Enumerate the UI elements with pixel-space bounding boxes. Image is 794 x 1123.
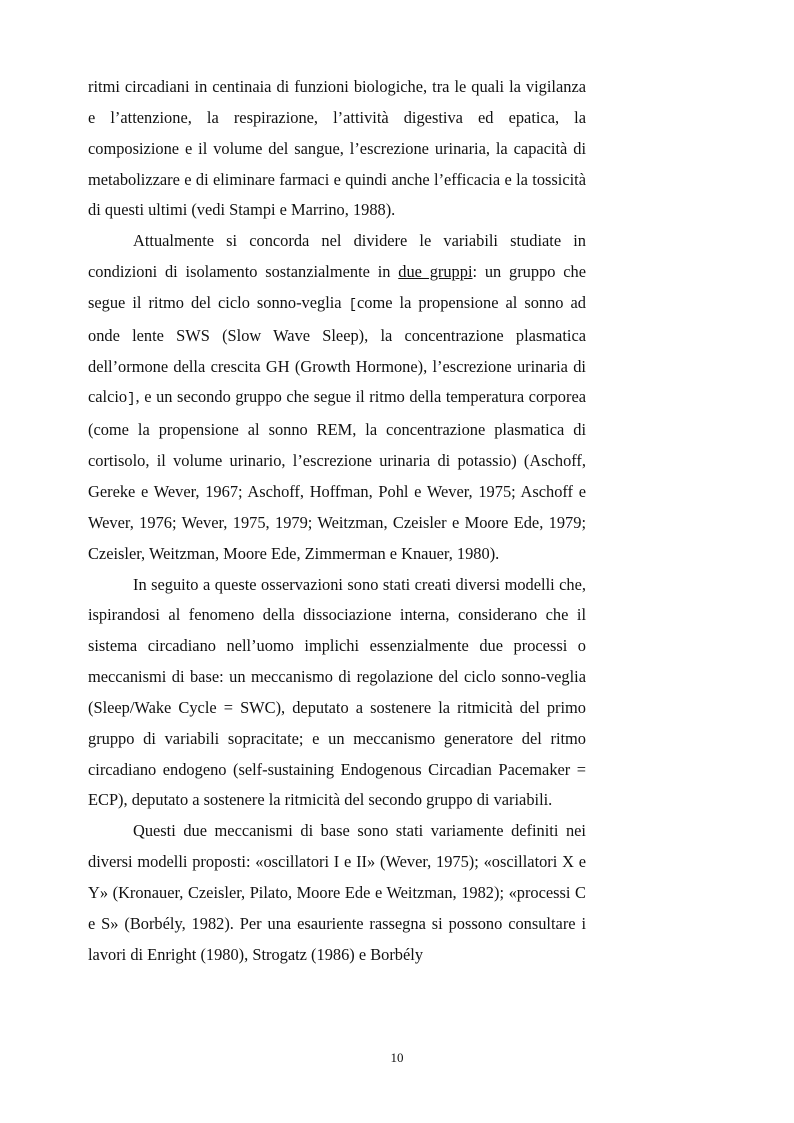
paragraph-2-text-b: : un gruppo che segue il ritmo del ciclo sonno-veglia [88,262,586,312]
page-number: 10 [390,1050,404,1065]
open-bracket: [ [348,296,357,313]
paragraph-1: ritmi circadiani in centinaia di funzioni biologiche, tra le quali la vigilanza e l’attenzione, la respirazione, l’attività digestiva ed epatica, la composizione e il volume del sangue, l’escrezione urinaria, la capacità di metabolizzare e di eliminare farmaci e quindi anche l’efficacia e la tossicità di questi ultimi (vedi Stampi e Marrino, 1988). [88,77,586,220]
paragraph-2-text-c: come la propensione al sonno ad onde lente SWS (Slow Wave Sleep), la concentrazione plasmatica dell’ormone della crescita GH (Growth Hormone), l’escrezione urinaria di calcio [88,292,586,407]
underlined-phrase: due gruppi [398,262,473,282]
paragraph-3: In seguito a queste osservazioni sono stati creati diversi modelli che, ispirandosi al fenomeno della dissociazione interna, considerano che il sistema circadiano nell’uomo implichi essenzialmente due processi o meccanismi di base: un meccanismo di regolazione del ciclo sonno-veglia (Sleep/Wake Cycle = SWC), deputato a sostenere la ritmicità del primo gruppo di variabili sopracitate; e un meccanismo generatore del ritmo circadiano endogeno (self-sustaining Endogenous Circadian Pacemaker = ECP), deputato a sostenere la ritmicità del secondo gruppo di variabili. [88,574,586,810]
paragraph-2 [88,226,586,569]
paragraph-4: Questi due meccanismi di base sono stati variamente definiti nei diversi modelli proposti: «oscillatori I e II» (Wever, 1975); «oscillatori X e Y» (Kronauer, Czeisler, Pilato, Moore Ede e Weitzman, 1982); «processi C e S» (Borbély, 1982). Per una esauriente rassegna si possono consultare i lavori di Enright (1980), Strogatz (1986) e Borbély [88,821,586,964]
document-page [88,72,586,970]
close-bracket: ] [127,391,136,408]
paragraph-2-text-d: , e un secondo gruppo che segue il ritmo della temperatura corporea (come la propensione al sonno REM, la concentrazione plasmatica di cortisolo, il volume urinario, l’escrezione urinaria di potassio) (Aschoff, Gereke e Wever, 1967; Aschoff, Hoffman, Pohl e Wever, 1975; Aschoff e Wever, 1976; Wever, 1975, 1979; Weitzman, Czeisler e Moore Ede, 1979; Czeisler, Weitzman, Moore Ede, Zimmerman e Knauer, 1980). [88,387,586,563]
paragraph-2-text-a: Attualmente si concorda nel dividere le variabili studiate in condizioni di isolamento sostanzialmente in [88,231,586,282]
